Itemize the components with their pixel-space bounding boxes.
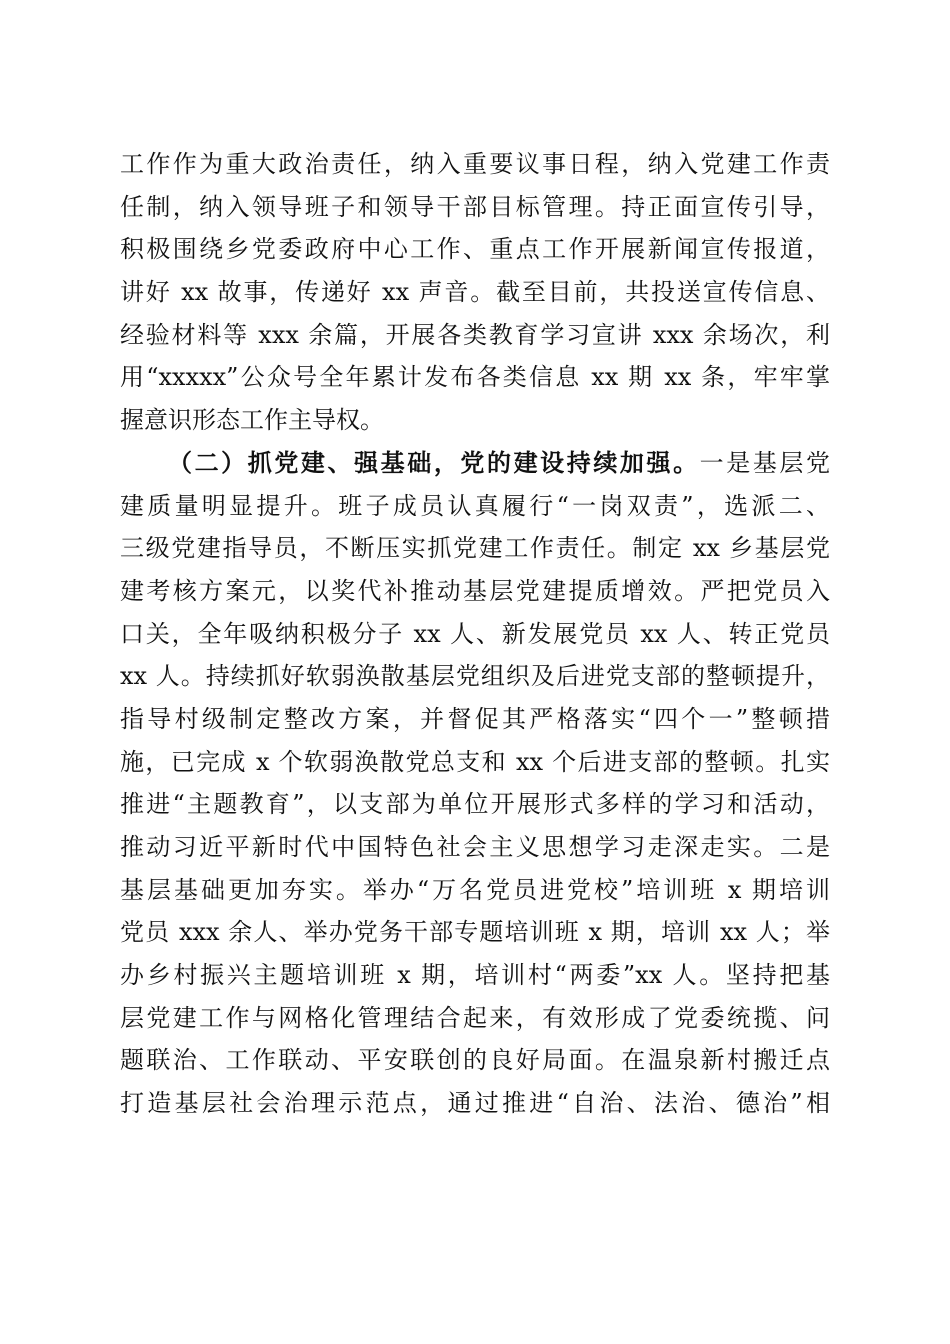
text-line: 建质量明显提升。班子成员认真履行“一岗双责”，选派二、 (120, 491, 830, 520)
text-line: 党员 xxx 余人、举办党务干部专题培训班 x 期，培训 xx 人；举 (120, 918, 830, 947)
text-line: 推动习近平新时代中国特色社会主义思想学习走深走实。二是 (120, 833, 830, 861)
section-heading-continuation: 一是基层党 (699, 448, 830, 477)
text-line: 任制，纳入领导班子和领导干部目标管理。持正面宣传引导， (120, 192, 830, 221)
text-line: 指导村级制定整改方案，并督促其严格落实“四个一”整顿措 (120, 704, 830, 733)
text-line: 打造基层社会治理示范点，通过推进“自治、法治、德治”相 (120, 1089, 830, 1118)
text-line: 施，已完成 x 个软弱涣散党总支和 xx 个后进支部的整顿。扎实 (120, 747, 830, 776)
text-line: 经验材料等 xxx 余篇，开展各类教育学习宣讲 xxx 余场次，利 (120, 320, 830, 349)
text-line: 基层基础更加夯实。举办“万名党员进党校”培训班 x 期培训 (120, 875, 830, 904)
text-line: 口关，全年吸纳积极分子 xx 人、新发展党员 xx 人、转正党员 (120, 619, 830, 648)
section-heading-line (120, 442, 830, 485)
section-heading: （二）抓党建、强基础，党的建设持续加强。 (168, 447, 700, 477)
text-line: xx 人。持续抓好软弱涣散基层党组织及后进党支部的整顿提升， (120, 662, 830, 691)
text-line: 题联治、工作联动、平安联创的良好局面。在温泉新村搬迁点 (120, 1046, 830, 1075)
text-line: 用“xxxxx”公众号全年累计发布各类信息 xx 期 xx 条，牢牢掌 (120, 363, 830, 392)
text-line: 层党建工作与网格化管理结合起来，有效形成了党委统揽、问 (120, 1003, 830, 1032)
text-line: 握意识形态工作主导权。 (120, 406, 384, 435)
text-line: 办乡村振兴主题培训班 x 期，培训村“两委”xx 人。坚持把基 (120, 961, 830, 990)
text-line: 推进“主题教育”，以支部为单位开展形式多样的学习和活动， (120, 790, 830, 819)
text-line: 积极围绕乡党委政府中心工作、重点工作开展新闻宣传报道， (120, 235, 830, 264)
text-line: 讲好 xx 故事，传递好 xx 声音。截至目前，共投送宣传信息、 (120, 278, 830, 307)
body-text (120, 143, 830, 1125)
text-line: 建考核方案元，以奖代补推动基层党建提质增效。严把党员入 (120, 576, 830, 605)
text-line: 三级党建指导员，不断压实抓党建工作责任。制定 xx 乡基层党 (120, 534, 830, 563)
text-line: 工作作为重大政治责任，纳入重要议事日程，纳入党建工作责 (120, 150, 830, 178)
